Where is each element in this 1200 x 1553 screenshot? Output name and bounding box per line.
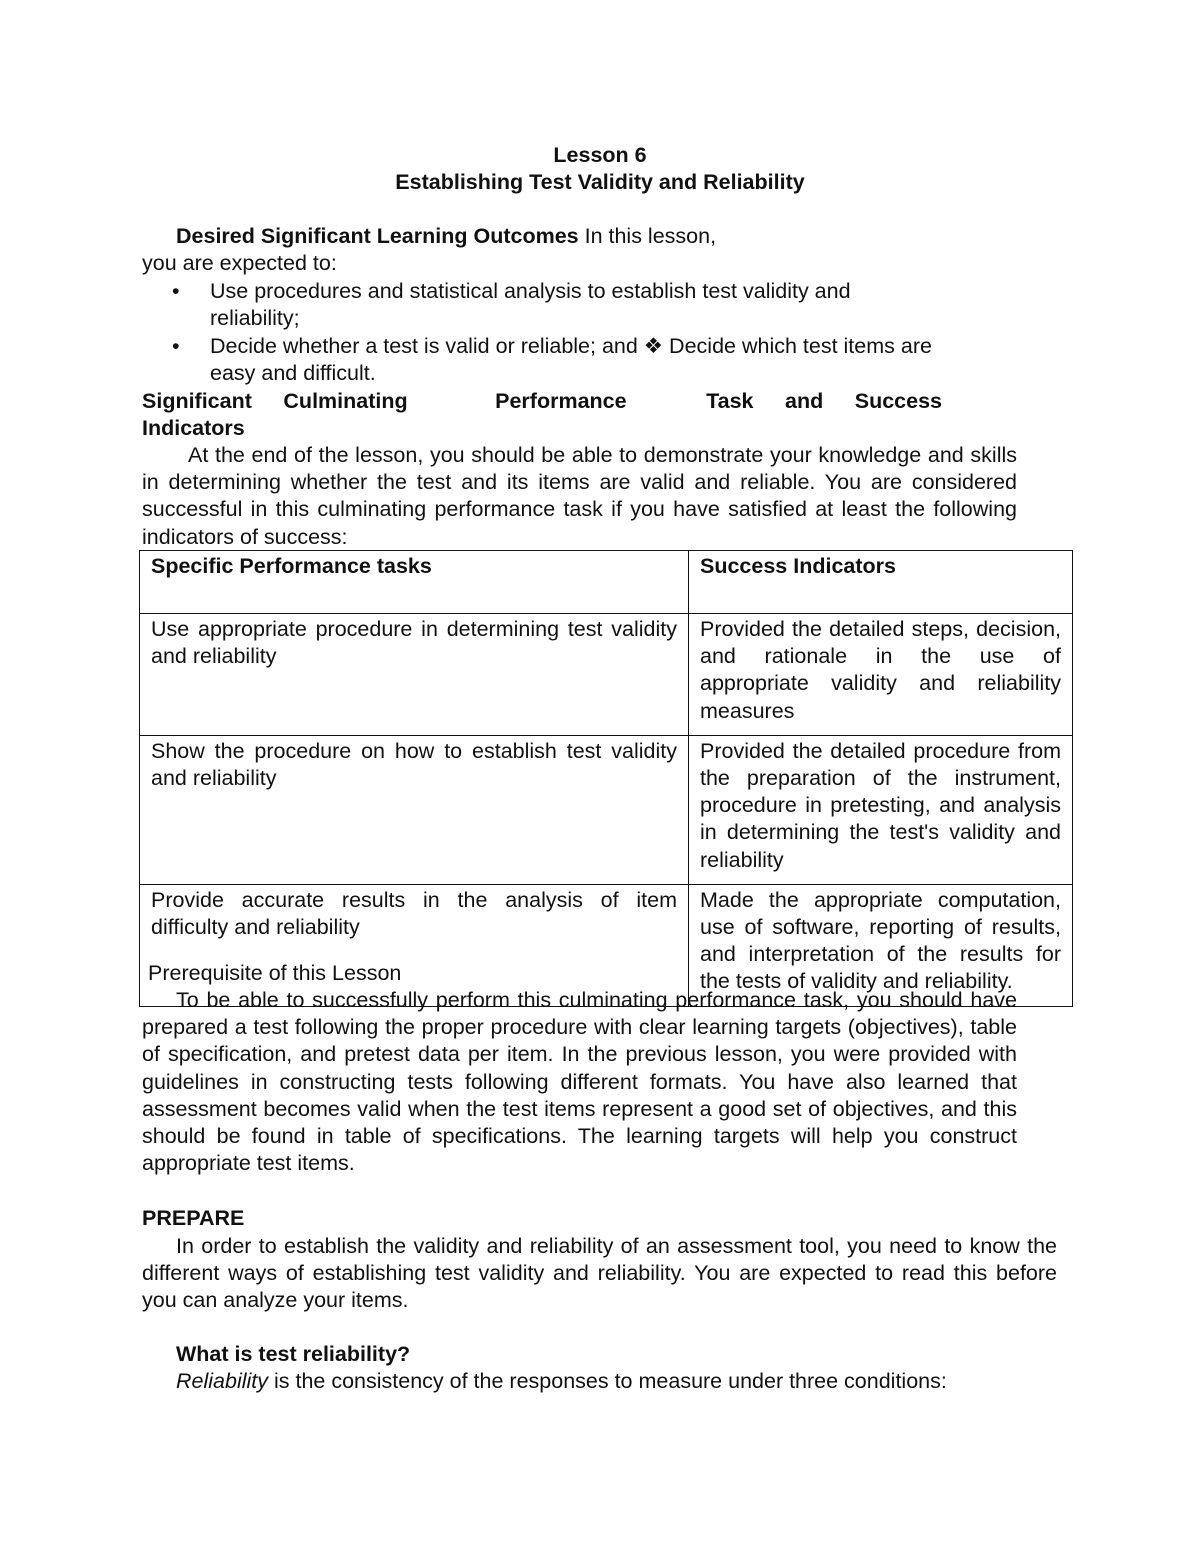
outcomes-heading: Desired Significant Learning Outcomes bbox=[176, 224, 579, 248]
outcomes-intro-line2: you are expected to: bbox=[142, 251, 337, 275]
table-cell-indicator: Provided the detailed steps, decision, and rationale in the use of appropriate validity and reliability measures bbox=[689, 614, 1073, 736]
table-header-tasks: Specific Performance tasks bbox=[140, 551, 689, 614]
table-cell-task: Use appropriate procedure in determining test validity and reliability bbox=[140, 614, 689, 736]
performance-indicators-table bbox=[139, 550, 1073, 1007]
table-cell-task: Show the procedure on how to establish test validity and reliability bbox=[140, 735, 689, 884]
outcomes-intro-rest: In this lesson, bbox=[578, 224, 717, 248]
culminating-heading-line2: Indicators bbox=[142, 416, 245, 440]
bullet-icon: • bbox=[172, 279, 180, 303]
prepare-heading: PREPARE bbox=[142, 1206, 245, 1230]
prerequisite-paragraph: To be able to successfully perform this culminating performance task, you should have prepared a test following the proper procedure with clear learning targets (objectives), table of specification, and pretest data per item. In the previous lesson, you were provided with guidelines in constructing tests following different formats. You have also learned that assessment becomes valid when the test items represent a good set of objectives, and this should be found in table of specifications. The learning targets will help you construct appropriate test items. bbox=[142, 988, 1017, 1176]
table-cell-indicator: Made the appropriate computation, use of software, reporting of results, and interpretation of the results for the tests of validity and reliability. bbox=[689, 884, 1073, 1006]
reliability-definition bbox=[176, 1368, 947, 1395]
heading-word: and bbox=[785, 389, 824, 413]
reliability-heading: What is test reliability? bbox=[176, 1342, 411, 1366]
table-header-row bbox=[140, 551, 1073, 614]
culminating-heading bbox=[142, 388, 942, 415]
heading-word: Success bbox=[854, 389, 942, 413]
prepare-paragraph: In order to establish the validity and reliability of an assessment tool, you need to know the different ways of establishing test validity and reliability. You are expected to read this before you can analyze your items. bbox=[142, 1234, 1057, 1313]
bullet-icon: • bbox=[172, 334, 180, 358]
outcome-bullet-1: Use procedures and statistical analysis to establish test validity and reliability; bbox=[210, 279, 851, 331]
table-row bbox=[140, 735, 1073, 884]
prerequisite-heading: Prerequisite of this Lesson bbox=[148, 961, 402, 985]
reliability-definition-rest: is the consistency of the responses to measure under three conditions: bbox=[268, 1369, 947, 1393]
culminating-paragraph: At the end of the lesson, you should be able to demonstrate your knowledge and skills in determining whether the test and its items are valid and reliable. You are considered successful in this culminating performance task if you have satisfied at least the following indicators of success: bbox=[142, 443, 1017, 549]
heading-word: Performance bbox=[495, 389, 627, 413]
heading-word: Significant bbox=[142, 389, 252, 413]
table-header-indicators: Success Indicators bbox=[689, 551, 1073, 614]
outcome-bullet-2: Decide whether a test is valid or reliable; and ❖ Decide which test items are easy and difficult. bbox=[210, 334, 932, 386]
table-cell-indicator: Provided the detailed procedure from the preparation of the instrument, procedure in pretesting, and analysis in determining the test's validity and reliability bbox=[689, 735, 1073, 884]
reliability-term: Reliability bbox=[176, 1369, 269, 1393]
heading-word: Culminating bbox=[283, 389, 408, 413]
lesson-number: Lesson 6 bbox=[553, 143, 647, 167]
lesson-title: Establishing Test Validity and Reliability bbox=[395, 170, 805, 194]
table-cell-task: Provide accurate results in the analysis of item difficulty and reliability bbox=[140, 884, 689, 1006]
outcomes-intro bbox=[176, 223, 716, 250]
heading-word: Task bbox=[706, 389, 754, 413]
table-row bbox=[140, 614, 1073, 736]
